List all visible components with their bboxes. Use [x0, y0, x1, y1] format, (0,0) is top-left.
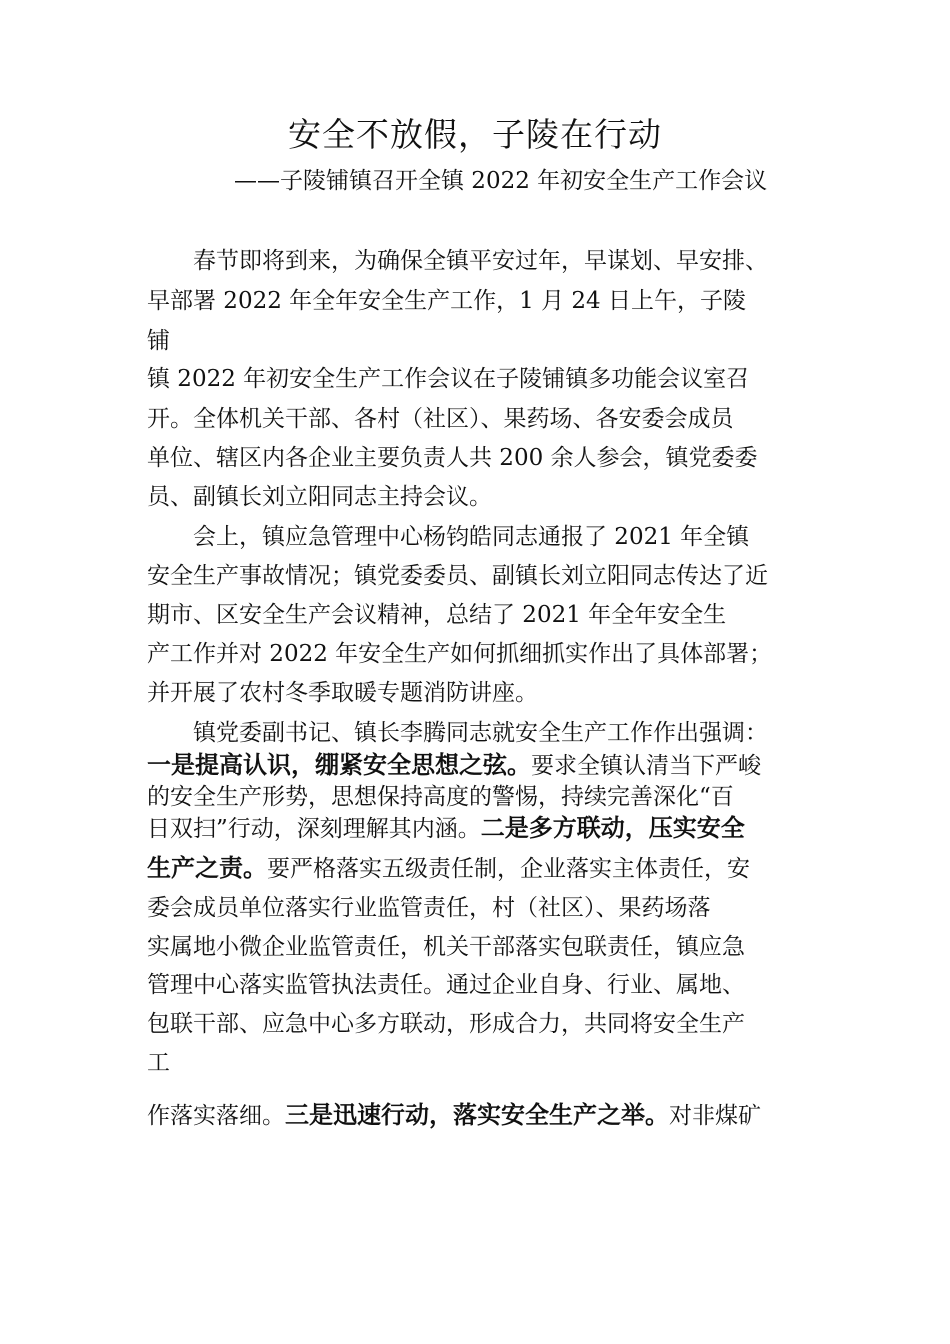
emphasis-point-2-continued: 生产之责。 [147, 854, 267, 882]
paragraph-3-line-6: 委会成员单位落实行业监管责任，村（社区）、果药场落 [147, 895, 711, 921]
paragraph-3-line-11-tail: 对非煤矿 [669, 1103, 761, 1129]
document-title: 安全不放假，子陵在行动 [288, 115, 662, 154]
paragraph-1-line-1: 春节即将到来，为确保全镇平安过年，早谋划、早安排、 [193, 248, 768, 274]
emphasis-point-3: 三是迅速行动，落实安全生产之举。 [285, 1101, 669, 1129]
paragraph-3-line-5 [147, 851, 750, 886]
paragraph-2-line-3: 期市、区安全生产会议精神，总结了 2021 年全年安全生 [147, 602, 727, 628]
paragraph-1-line-3: 铺 [147, 328, 170, 354]
paragraph-3-line-3: 的安全生产形势，思想保持高度的警惕，持续完善深化“百 [147, 784, 734, 810]
emphasis-point-2: 二是多方联动，压实安全 [480, 814, 745, 842]
paragraph-3-line-5-text: 要严格落实五级责任制，企业落实主体责任，安 [267, 856, 750, 882]
paragraph-3-line-11-text: 作落实落细。 [147, 1103, 285, 1129]
document-subtitle: ——子陵铺镇召开全镇 2022 年初安全生产工作会议 [234, 168, 768, 194]
paragraph-2-line-2: 安全生产事故情况；镇党委委员、副镇长刘立阳同志传达了近 [147, 563, 768, 589]
paragraph-3-line-1: 镇党委副书记、镇长李腾同志就安全生产工作作出强调： [193, 720, 768, 746]
paragraph-2-line-5: 并开展了农村冬季取暖专题消防讲座。 [147, 680, 538, 706]
paragraph-3-line-8: 管理中心落实监管执法责任。通过企业自身、行业、属地、 [147, 972, 745, 998]
paragraph-3-line-2-text: 要求全镇认清当下严峻 [531, 753, 761, 779]
paragraph-1-line-6: 单位、辖区内各企业主要负责人共 200 余人参会，镇党委委 [147, 445, 758, 471]
paragraph-2-line-1: 会上，镇应急管理中心杨钧皓同志通报了 2021 年全镇 [193, 524, 750, 550]
paragraph-3-line-11 [147, 1098, 761, 1133]
paragraph-3-line-10: 工 [147, 1050, 170, 1076]
emphasis-point-1: 一是提高认识，绷紧安全思想之弦。 [147, 751, 531, 779]
paragraph-3-line-9: 包联干部、应急中心多方联动，形成合力，共同将安全生产 [147, 1011, 745, 1037]
paragraph-3-line-4 [147, 811, 745, 846]
paragraph-2-line-4: 产工作并对 2022 年安全生产如何抓细抓实作出了具体部署； [147, 641, 773, 667]
paragraph-3-line-7: 实属地小微企业监管责任，机关干部落实包联责任，镇应急 [147, 934, 745, 960]
paragraph-1-line-2: 早部署 2022 年全年安全生产工作，1 月 24 日上午，子陵 [147, 288, 746, 314]
paragraph-1-line-7: 员、副镇长刘立阳同志主持会议。 [147, 484, 492, 510]
paragraph-1-line-4: 镇 2022 年初安全生产工作会议在子陵铺镇多功能会议室召 [147, 366, 750, 392]
paragraph-3-line-4-text: 日双扫”行动，深刻理解其内涵。 [147, 816, 481, 842]
paragraph-1-line-5: 开。全体机关干部、各村（社区）、果药场、各安委会成员 [147, 406, 734, 432]
paragraph-3-line-2 [147, 748, 761, 783]
